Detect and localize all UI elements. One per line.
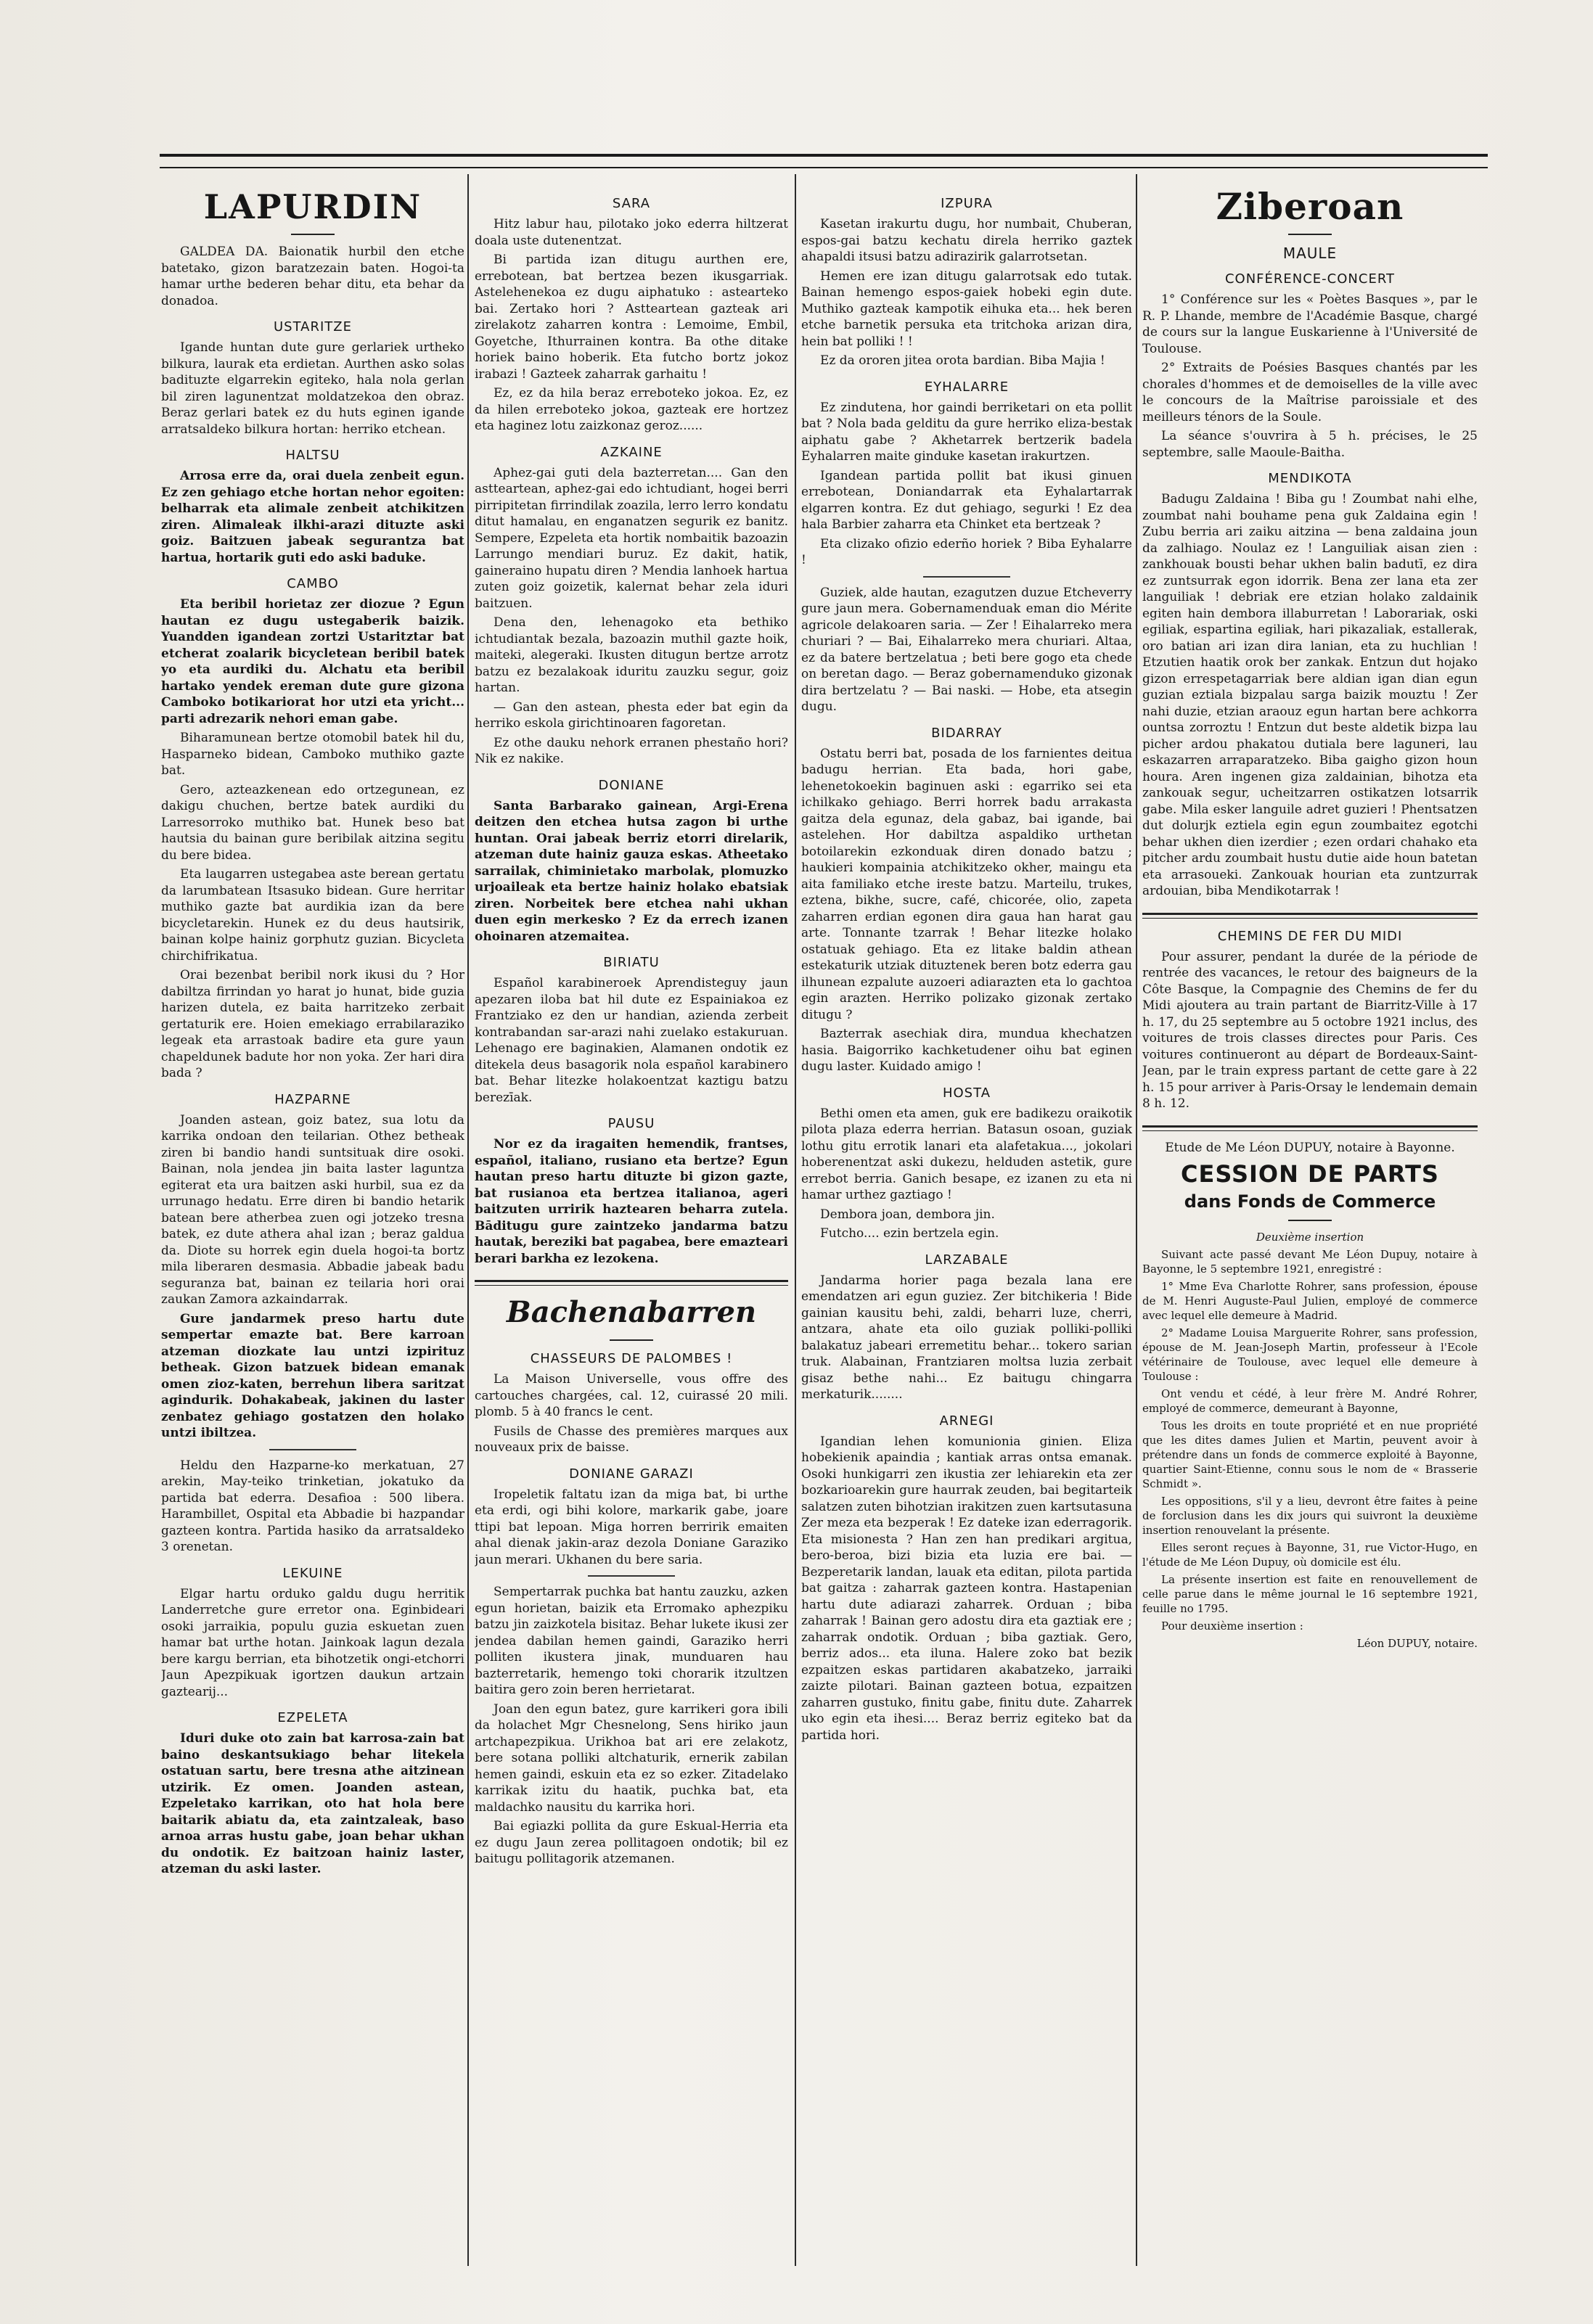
- notice-signature: Léon DUPUY, notaire.: [1356, 1637, 1478, 1650]
- article-heading: PAUSU: [607, 1116, 655, 1131]
- article-text: Futcho.... ezin bertzela egin.: [820, 1226, 999, 1241]
- article-text: La séance s'ouvrira à 5 h. précises, le 25 septembre, salle Maoule-Baitha.: [1142, 429, 1478, 460]
- article-text: Iropeletik faltatu izan da miga bat, bi urthe eta erdi, ogi bihi kolore, markarik gabe, joare ttipi bat lepoan. Miga horren berririk emaiten ahal dienak jakin-araz dezola Doniane Garaziko jaun merari. Ukhanen du bere saria.: [475, 1487, 788, 1567]
- article-text: Badugu Zaldaina ! Biba gu ! Zoumbat nahi elhe, zoumbat nahi bouhame pena guk Zaldaina egin ! Zubu berria ari zaiku aitzina — bena zaldaina joun da zalhiago. Noulaz ez ! Languiliak aisan zien : zankhouak bousti behar ukhen balin badutī, ez dira ez zuntsurrak egon idorrik. Bena zer lana eta zer languiliak ! debriak ere etzian holako zaldainik egiten hain dembora illaburretan ! Laborariak, oski egiliak, espartina egiliak, hari pikazaliak, estallerak, oro batian ari izan dira lanian, eta zu huchlian ! Etzutien haatik orok ber zankak. Entzun dut hojako gizon errespetagarriak bere aldian igan dian egun guzian eztiala bizpalau sarga baizik mouztu ! Zer nahi duzie, etzian araouz egun hartan bere achkorra ountsa zorroztu ! Entzun dut beste aldetik bizpa lau picher ardou phakatou dutiala bere laguneri, lau eskazarren arraparatzeko. Biba gaigho gizon houn houra. Aren ingenen giza zaldainian, bihotza eta zankouak segur, ucheitzarren ostikatzen lotsarrik gabe. Mila esker languile adret guzieri ! Phentsatzen dut dolurjk eztiela egin egun zoumbaitez egotchi behar ukhen dien izerdier ; ezen ordari chahako eta pitcher ardu zoumbait hustu dutie aide houn batetan eta arrasoueki. Zankouak hourian eta zuntzurrak ardouian, biba Mendikotarrak !: [1142, 492, 1478, 898]
- article-text: Elgar hartu orduko galdu dugu herritik Landerretche gure erretor ona. Eginbideari osoki jarraikia, populu guzia eskuetan zuen hamar bat urthe hotan. Jainkoak lagun dezala bere kargu berrian, eta bihotzetik ongi-etchorri Jaun Apezpikuak igortzen daukun artzain gaztearij...: [161, 1586, 464, 1699]
- notice-text: La présente insertion est faite en renouvellement de celle parue dans le même journal le 16 septembre 1921, feuille no 1795.: [1142, 1573, 1478, 1615]
- article-text: Pour assurer, pendant la durée de la période de rentrée des vacances, le retour des baigneurs de la Côte Basque, la Compagnie des Chemins de fer du Midi ajoutera au train partant de Biarritz-Ville à 17 h. 17, du 25 septembre au 5 octobre 1921 inclus, des voitures de trois classes directes pour Paris. Ces voitures continueront au départ de Bordeaux-Saint-Jean, par le train express partant de cette gare à 22 h. 15 pour arriver à Paris-Orsay le lendemain demain 8 h. 12.: [1142, 949, 1478, 1111]
- article-text: Joanden astean, goiz batez, sua lotu da karrika ondoan den teilarian. Othez betheak ziren bi bandio handi suntsituak dire osoki. Bainan, nola jendea jin baita laster laguntza egiterat eta ura baitzen aski hurbil, sua ez da urrunago hedatu. Erre diren bi bandio hetarik batean bere atherbea zuen ogi jotzeko tresna batek, ez dute athera ahal izan ; beraz galdua da. Diote su horrek egin duela hogoi-ta bortz mila liberaren desmasia. Abbadie jabeak badu seguranza bat, bainan ez teilaria hori orai zaukan Zamora azkaindarrak.: [161, 1112, 464, 1307]
- article-text: Bi partida izan ditugu aurthen ere, errebotean, bat bertzea bezen ikusgarriak. Astelehenekoa ez dugu aiphatuko : astearteko bai. Zertako hori ? Astteartean gazteak ari zirelakotz zaharren kontra : Lemoime, Embil, Goyetche, Ithurrainen kontra. Ba othe ditake horiek baino hoberik. Eta futcho bortz jokoz irabazi ! Gazteek zaharrak garhaitu !: [475, 252, 788, 382]
- article-text: Eta clizako ofizio ederño horiek ? Biba Eyhalarre !: [801, 536, 1132, 567]
- article-heading: MAULE: [1282, 245, 1338, 262]
- article-heading: AZKAINE: [600, 444, 663, 460]
- article-text: Hemen ere izan ditugu galarrotsak edo tutak. Bainan hemengo espos-gaiek hobeki egin dute. Muthiko gazteak kampotik eihuka eta... hek beren etche barnetik persuka eta tritchoka arizan dira, hein bat polliki ! !: [801, 268, 1132, 349]
- notice-text: Les oppositions, s'il y a lieu, devront être faites à peine de forclusion dans les dix jours qui suivront la deuxième insertion renouvelant la présente.: [1142, 1495, 1478, 1537]
- article-heading: LEKUINE: [282, 1565, 343, 1581]
- article-text: Dembora joan, dembora jin.: [820, 1207, 995, 1222]
- article-text: Nor ez da iragaiten hemendik, frantses, español, italiano, rusiano eta bertze? Egun hautan preso hartu dituzte bi gizon gazte, bat rusianoa eta bertzea italianoa, ageri baitzuten urririk haztearen beharra zutela. Bāditugu gure zaintzeko jandarma batzu hautak, bereziki bat pagabea, bere emazteari berari barkha ez lezokena.: [475, 1137, 788, 1266]
- article-text: — Gan den astean, phesta eder bat egin da herriko eskola girichtinoaren fagoretan.: [475, 699, 788, 731]
- section-rule: [1142, 913, 1478, 919]
- column-bachenabarren-cont: [801, 174, 1132, 2280]
- section-masthead: Ziberoan: [1216, 185, 1404, 228]
- top-double-rule: [160, 154, 1488, 168]
- article-text: 1° Conférence sur les « Poètes Basques », par le R. P. Lhande, membre de l'Académie Basque, chargé de cours sur la langue Euskarienne à l'Université de Toulouse.: [1142, 292, 1478, 356]
- column-lapurdin: [161, 174, 464, 2280]
- notice-text: 1° Mme Eva Charlotte Rohrer, sans profession, épouse de M. Henri Auguste-Paul Julien, employé de commerce avec lequel elle demeure à Madrid.: [1142, 1280, 1478, 1322]
- article-text: Guziek, alde hautan, ezagutzen duzue Etcheverry gure jaun mera. Gobernamenduak eman dio Mérite agricole delakoaren saria. — Zer ! Eihalarreko mera churiari ? — Bai, Eihalarreko mera churiari. Altaa, ez da batere bertzelatua ; beti bere gogo eta chede on beretan dago. — Beraz gobernamenduko gizonak dira bertzelatu ? — Bai naski. — Hobe, eta atsegin dugu.: [801, 585, 1132, 714]
- article-heading: BIRIATU: [603, 955, 660, 970]
- article-heading: HAZPARNE: [274, 1091, 351, 1107]
- article-text: Aphez-gai guti dela bazterretan.... Gan den astteartean, aphez-gai edo ichtudiant, hogei berri pirripitetan firrindilak zoazila, lerro lerro kondatu ditut hamalau, en enganatzen segurik ez banitz. Sempere, Ezpeleta eta hortik nombaitik bazoazin Larrungo mendiari buruz. Ez dakit, hatik, gaineraino hupatu diren ? Mendia lanhoek hartua zuten goiz goizetik, kalernat behar zela iduri baitzuen.: [475, 465, 788, 611]
- article-heading: USTARITZE: [273, 319, 353, 334]
- article-heading: ARNEGI: [939, 1413, 994, 1429]
- article-text: Santa Barbarako gainean, Argi-Erena deitzen den etchea hutsa zagon bi urthe huntan. Orai jabeak berriz etorri direlarik, atzeman dute hainiz gauza eskas. Atheetako sarrailak, chiminietako marbolak, plomuzko urjoaileak eta bertze hainiz holako ebatsiak ziren. Norbeitek bere etchea nahi ukhan duen egin merkesko ? Ez da errech izanen ohoinaren atzemaitea.: [475, 798, 788, 944]
- notice-insertion: Deuxième insertion: [1256, 1231, 1364, 1244]
- article-text: Ez da ororen jitea orota bardian. Biba Majia !: [820, 353, 1105, 368]
- column-rule-1: [467, 174, 469, 2266]
- separator: [269, 1449, 356, 1450]
- column-rule-2: [795, 174, 796, 2266]
- notice-text: Pour deuxième insertion :: [1161, 1619, 1303, 1633]
- article-text: Eta laugarren ustegabea aste berean gertatu da larumbatean Itsasuko bidean. Gure herritar muthiko gazte bat aurdikia izan da bere bicycletarekin. Hunek ez du deus hautsirik, bainan kolpe hainiz gorphutz guzian. Bicycleta chirchifrikatua.: [161, 867, 464, 964]
- article-text: Bai egiazki pollita da gure Eskual-Herria eta ez dugu Jaun zerea pollitagoen ondotik; bil ez baitugu pollitagorik atzemanen.: [475, 1819, 788, 1866]
- separator: [923, 576, 1010, 578]
- article-text: Biharamunean bertze otomobil batek hil du, Hasparneko bidean, Camboko muthiko gazte bat.: [161, 731, 464, 778]
- article-heading: SARA: [612, 196, 651, 211]
- separator: [588, 1575, 675, 1577]
- article-text: Hitz labur hau, pilotako joko ederra hiltzerat doala uste dutenentzat.: [475, 217, 788, 248]
- article-subheading: CONFÉRENCE-CONCERT: [1224, 271, 1396, 287]
- article-text: Bethi omen eta amen, guk ere badikezu oraikotik pilota plaza ederra herrian. Batasun osoan, guziak lothu gitu errotik lanari eta alafetakua..., jokolari hoberenentzat aski dukezu, helduden astetik, gure errebot berria. Ganich besape, ez izanen zu eta ni hamar urthez gaztiago !: [801, 1106, 1132, 1202]
- section-rule: [475, 1280, 788, 1286]
- masthead-rule: [1288, 234, 1332, 235]
- notice-text: Suivant acte passé devant Me Léon Dupuy, notaire à Bayonne, le 5 septembre 1921, enregistré :: [1142, 1248, 1478, 1276]
- masthead-rule: [610, 1339, 653, 1341]
- notice-text: Ont vendu et cédé, à leur frère M. André Rohrer, employé de commerce, demeurant à Bayonne,: [1142, 1387, 1478, 1415]
- article-heading: DONIANE: [598, 777, 665, 793]
- article-text: Orai bezenbat beribil nork ikusi du ? Hor dabiltza firrindan yo harat jo hunat, bide guzia harizen dutela, ez baita harritzeko zerbait gertaturik ere. Hoien emekiago errabilaraziko legeak eta arrastoak badire eta gure yaun chapeldunek badute hor non yoka. Zer hari dira bada ?: [161, 968, 464, 1080]
- article-text: Eta beribil horietaz zer diozue ? Egun hautan ez dugu ustegaberik baizik. Yuandden igandean zortzi Ustaritztar bat etcherat zoalarik bicycletean beribil batek yo eta aurdiki du. Alchatu eta beribil hartako yendek ereman dute gure gizona Camboko botikariorat hor utzi eta yricht... parti adrezarik nehori eman gabe.: [161, 597, 464, 726]
- article-text: Ostatu berri bat, posada de los farnientes deitua badugu herrian. Eta bada, hori gabe, lehenetokoekin baginuen aski : egarriko sei eta ichilkako gehiago. Berri horrek badu arrakasta gaitza dela egunaz, dela gabaz, bai igande, bai astelehen. Hor dabiltza aspaldiko urthetan botoilarekin ezkonduak diren donado batzu ; haukieri kompainia atchikitzeko okher, maingu eta aita familiako etche ireste batzu. Marteilu, trukes, eztena, bikhe, sucre, café, chicorée, olio, zapeta zaharren erdian egonen dira gaua han harat gau arte. Tonnante tzarrak ! Behar litezke holako ostatuak gehiago. Eta ez litake baldin athean estekaturik utziak dituztenek beren botz ederra gau ilhunean ezpalute auzoeri adiarazten eta lo gachtoa egin arazten. Herriko polizako gizonak zertako ditugu ?: [801, 746, 1132, 1022]
- article-text: Español karabineroek Aprendisteguy jaun apezaren iloba bat hil dute ez Espainiakoa ez Frantziako ez den ur handian, azienda zerbeit kontrabandan sar-arazi nahi zuelako estakuruan. Lehenago ere baginakien, Alamanen ondotik ez ditekela deus basagorik nola español karabinero bat. Behar litezke holakoentzat kaztigu batzu berezīak.: [475, 976, 788, 1105]
- article-heading: IZPURA: [941, 196, 993, 211]
- article-heading: HOSTA: [942, 1085, 991, 1101]
- article-heading: MENDIKOTA: [1268, 471, 1352, 486]
- article-heading: LARZABALE: [925, 1252, 1009, 1268]
- article-text: Ez zindutena, hor gaindi berriketari on eta pollit bat ? Nola bada gelditu da gure herriko eliza-bestak aiphatu gabe ? Akhetarrek bertzerik badela Eyhalarren maite ginduke kasetan irakurtzen.: [801, 400, 1132, 464]
- article-heading: EYHALARRE: [924, 379, 1010, 395]
- notice-title: CESSION DE PARTS: [1181, 1160, 1439, 1188]
- article-text: Bazterrak asechiak dira, mundua khechatzen hasia. Baigorriko kachketudener oihu bat eginen dugu laster. Kuidado amigo !: [801, 1027, 1132, 1074]
- article-text: Heldu den Hazparne-ko merkatuan, 27 arekin, May-teiko trinketian, jokatuko da partida bat ederra. Desafioa : 500 libera. Harambillet, Ospital eta Abbadie bi hazpandar gazteen kontra. Partida hasiko da arratsaldeko 3 orenetan.: [161, 1458, 464, 1554]
- column-ziberoan: [1142, 174, 1478, 2280]
- article-text: Kasetan irakurtu dugu, hor numbait, Chuberan, espos-gai batzu kechatu direla herriko gaztek ahapaldi itsusi batzu adirazirik galarrotsetan.: [801, 217, 1132, 264]
- notice-text: Tous les droits en toute propriété et en nue propriété que les dites dames Julien et Martin, peuvent avoir à prétendre dans un fonds de commerce exploité à Bayonne, quartier Saint-Etienne, connu sous le nom de « Brasserie Schmidt ».: [1142, 1419, 1478, 1490]
- notice-rule: [1288, 1220, 1332, 1221]
- article-text: Igande huntan dute gure gerlariek urtheko bilkura, laurak eta erdietan. Aurthen asko solas badituzte elgarrekin egiteko, hala nola gerlan bil ziren lagunentzat moldatzekoa den obraz. Beraz gerlari batek ez du huts eginen igande arratsaldeko bilkura hortan: herriko etchean.: [161, 340, 464, 437]
- article-text: Gero, azteazkenean edo ortzegunean, ez dakigu chuchen, bertze batek aurdiki du Larresorroko muthiko bat. Hunek beso bat hautsia du bainan gure beribilak aitzina segitu du bere bidea.: [161, 782, 464, 863]
- section-masthead: LAPURDIN: [203, 187, 422, 226]
- article-text: 2° Extraits de Poésies Basques chantés par les chorales d'hommes et de demoiselles de la ville avec le concours de la Maîtrise paroissiale et des meilleurs ténors de la Soule.: [1142, 361, 1478, 424]
- article-text: Fusils de Chasse des premières marques aux nouveaux prix de baisse.: [475, 1424, 788, 1455]
- article-text: Sempertarrak puchka bat hantu zauzku, azken egun horietan, baizik eta Erromako aphezpiku batzu jin zaizkotela bisitaz. Behar lukete ikusi zer jendea dabilan hemen gaindi, Garaziko herri polliten ikustera jinak, munduaren hau bazterretarik, hemengo toki chorarik itzultzen baitira gero zoin beren herrietarat.: [475, 1585, 788, 1697]
- section-masthead: Bachenabarren: [506, 1295, 757, 1329]
- column-lapurdin-cont: [475, 174, 788, 2280]
- article-text: Igandean partida pollit bat ikusi ginuen errebotean, Doniandarrak eta Eyhalartarrak elgarren kontra. Ez dut gehiago, segurki ! Ez dea hala Barbier zaharra eta Chinket eta bertzeak ?: [801, 468, 1132, 532]
- article-text: Ez, ez da hila beraz erreboteko jokoa. Ez, ez da hilen erreboteko jokoa, gazteak ere hortzez eta haginez lotu zaizkonaz geroz......: [475, 386, 788, 433]
- article-text: Igandian lehen komunionia ginien. Eliza hobekienik apaindia ; kantiak arras ontsa emanak. Osoki hunkigarri zen ikustia zer lehiarekin eta zer bozkarioarekin gure haurrak zeuden, bai begitarteik salatzen zuten bihotzian irakitzen zuen kartsutasuna Zer meza eta bezperak ! Ez dateke izan ederragorik. Eta misionesta ? Han zen han predikari argitua, bero-beroa, bizi bizia eta luzia ere bai. — Bezperetarik landan, lauak eta editan, pilota partida bat gaitza : zaharrak gazteen kontra. Hastapenian hartu dute adiarazi zaharrek. Orduan ; biba zaharrak ! Bainan gero adostu dira eta gaztiak ere ; zaharrak ondotik. Orduan ; biba gaztiak. Gero, berriz ados... eta iluna. Halere zoko bat bezik ezpaitzen eskas partidaren akabatzeko, jarraiki zaizte pilotari. Bainan gazteen botua, ezpaitzen zaharren gustuko, finitu gabe, finitu dute. Zaharrek uko egin eta ihesi.... Beraz berriz egiteko bat da partida hori.: [801, 1434, 1132, 1743]
- article-heading: EZPELETA: [277, 1710, 348, 1725]
- section-rule: [1142, 1125, 1478, 1131]
- article-heading: DONIANE GARAZI: [569, 1466, 694, 1482]
- notary-office: Etude de Me Léon DUPUY, notaire à Bayonne.: [1165, 1140, 1455, 1155]
- article-text: Jandarma horier paga bezala lana ere emendatzen ari egun guziez. Zer bitchikeria ! Bide gainian kausitu behi, zaldi, beharri luze, cherri, antzara, ahate eta oilo guziak polliki-polliki balakatuz jabeari erremetitu behar... tokero sarian truk. Alabainan, Frantziaren moltsa luzia zerbait gisaz bethe nahi... Ez baitugu chingarra merkaturik........: [801, 1273, 1132, 1402]
- notice-subtitle: dans Fonds de Commerce: [1184, 1191, 1436, 1212]
- article-heading: CAMBO: [287, 576, 339, 591]
- article-heading: CHEMINS DE FER DU MIDI: [1217, 928, 1403, 944]
- article-text: Gure jandarmek preso hartu dute sempertar emazte bat. Bere karroan atzeman diozkate lau untzi izpirituz betheak. Gizon batzuek bidean emanak omen zioz-katen, berrehun libera saritzat agindurik. Dohakabeak, jakinen du laster zenbatez gehiago gostatzen den holako untzi ibiltzea.: [161, 1311, 464, 1440]
- article-text: Iduri duke oto zain bat karrosa-zain bat baino deskantsukiago behar litekela ostatuan sartu, bere tresna athe aitzinean utzirik. Ez omen. Joanden astean, Ezpeletako karrikan, oto hat hola bere baitarik abiatu da, eta zaintzaleak, baso arnoa arras hustu gabe, joan behar ukhan du ondotik. Ez baitzoan hainiz laster, atzeman du aski laster.: [161, 1731, 464, 1876]
- article-text: La Maison Universelle, vous offre des cartouches chargées, cal. 12, cuirassé 20 mili. plomb. 5 à 40 francs le cent.: [475, 1372, 788, 1419]
- article-text: Ez othe dauku nehork erranen phestaño hori? Nik ez nakike.: [475, 735, 788, 766]
- notice-text: 2° Madame Louisa Marguerite Rohrer, sans profession, épouse de M. Jean-Joseph Martin, professeur à l'Ecole vétérinaire de Toulouse, avec lequel elle demeure à Toulouse :: [1142, 1326, 1478, 1383]
- article-heading: CHASSEURS DE PALOMBES !: [530, 1351, 733, 1366]
- column-rule-3: [1136, 174, 1137, 2266]
- article-text: Joan den egun batez, gure karrikeri gora ibili da holachet Mgr Chesnelong, Sens hiriko jaun artchapezpikua. Urikhoa bat ari ere zelakotz, bere sotana polliki altchaturik, ernerik zabilan hemen gaindi, eskuin eta ez so ezker. Zitadelako karrikak izitu du haatik, puchka bat, eta maldachko nausitu du karrika hori.: [475, 1701, 788, 1815]
- article-text: Dena den, lehenagoko eta bethiko ichtudiantak bezala, bazoazin muthil gazte hoik, maiteki, alegeraki. Ikusten ditugun bertze arrotz batzu ez bezalakoak iduritu zauzku segur, goiz hartan.: [475, 615, 788, 695]
- notice-text: Elles seront reçues à Bayonne, 31, rue Victor-Hugo, en l'étude de Me Léon Dupuy, où domicile est élu.: [1142, 1541, 1478, 1569]
- masthead-rule: [291, 234, 335, 235]
- article-text: Arrosa erre da, orai duela zenbeit egun. Ez zen gehiago etche hortan nehor egoiten: belharrak eta alimale zenbeit atchikitzen ziren. Alimaleak ilkhi-arazi dituzte aski goiz. Baitzuen jabeak segurantza bat hartua, hortarik guti edo aski baduke.: [161, 469, 464, 565]
- article-heading: HALTSU: [285, 448, 340, 463]
- article-heading: BIDARRAY: [931, 725, 1002, 741]
- article-text: GALDEA DA. Baionatik hurbil den etche batetako, gizon baratzezain baten. Hogoi-ta hamar urthe bederen behar ditu, eta behar da donadoa.: [161, 245, 464, 308]
